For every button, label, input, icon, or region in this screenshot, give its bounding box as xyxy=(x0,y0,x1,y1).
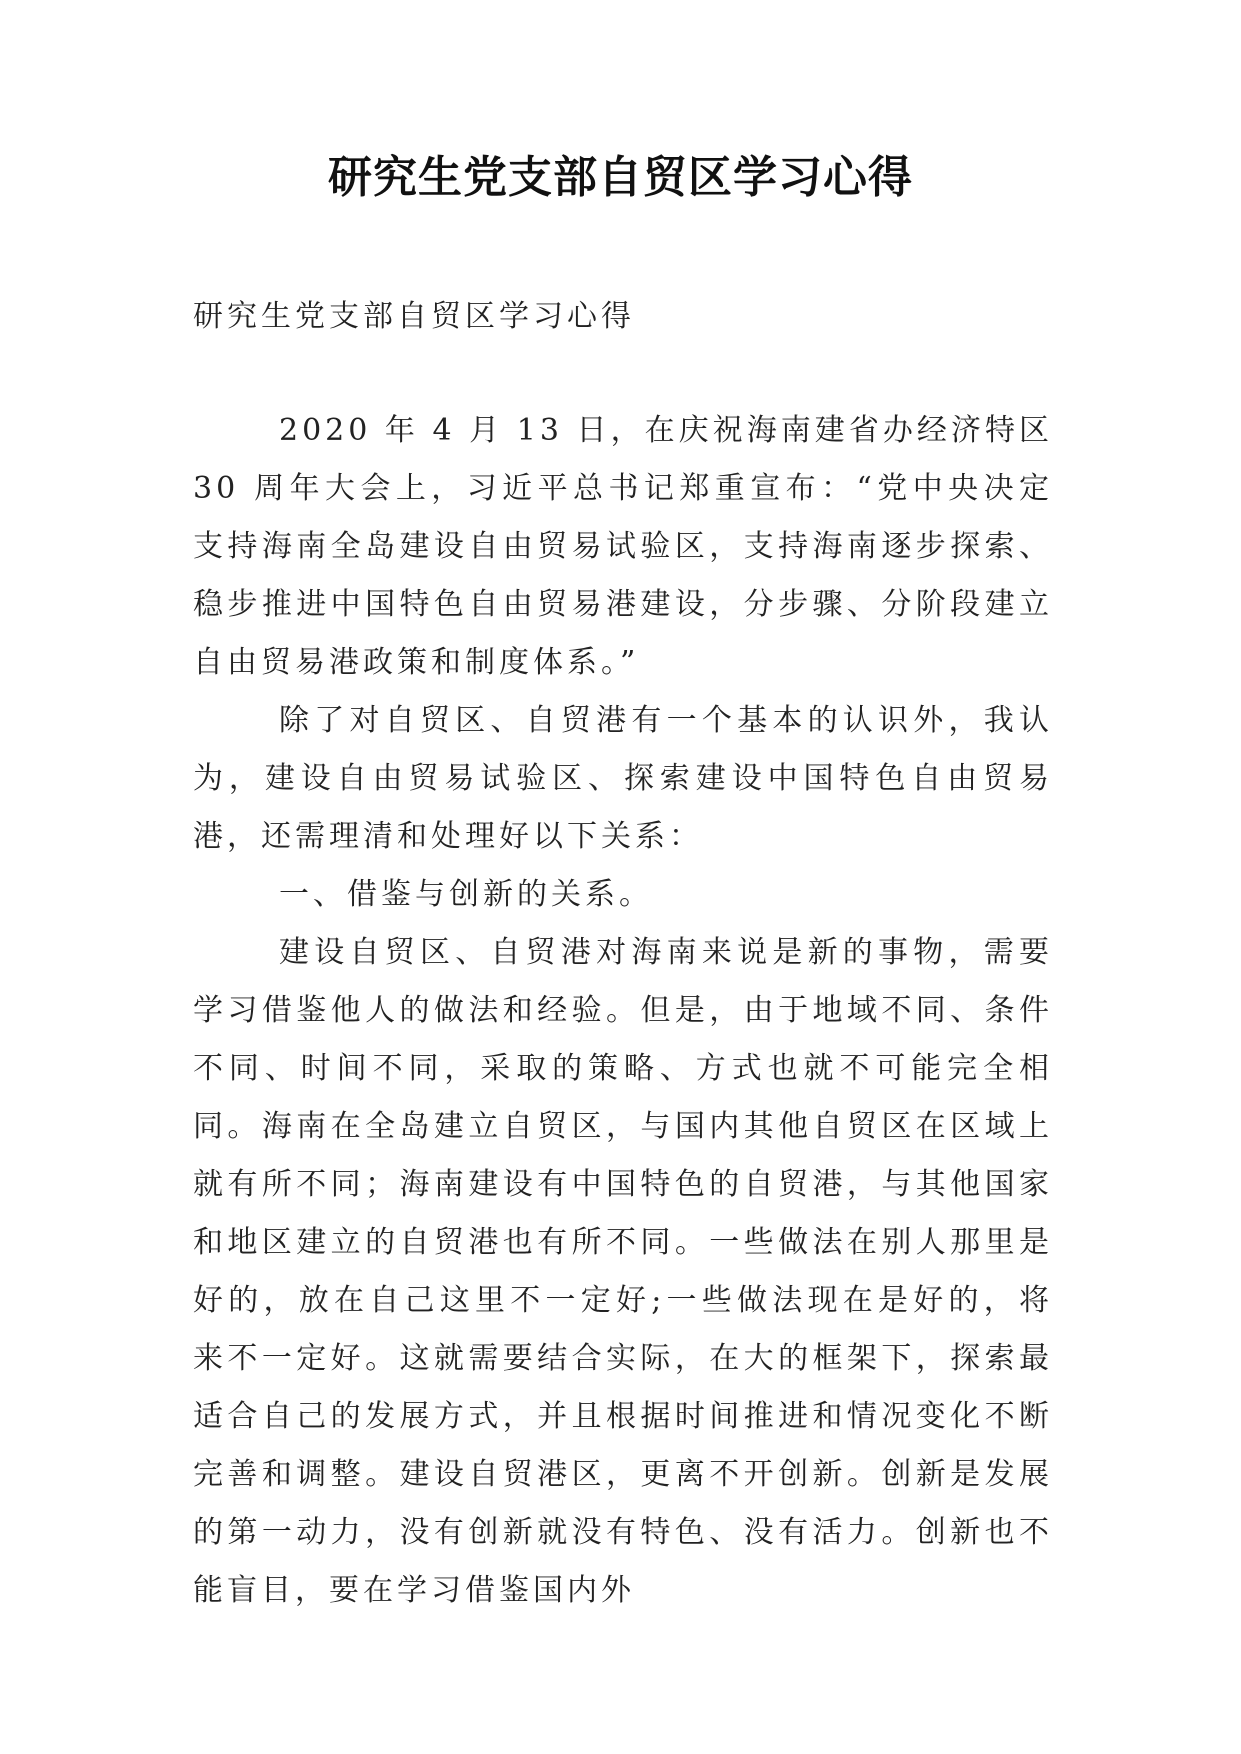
document-title: 研究生党支部自贸区学习心得 xyxy=(328,152,913,203)
paragraph-reference-innovation: 建设自贸区、自贸港对海南来说是新的事物，需要学习借鉴他人的做法和经验。但是，由于地域不同、条件不同、时间不同，采取的策略、方式也就不可能完全相同。海南在全岛建立自贸区，与国内其他自贸区在区域上就有所不同；海南建设有中国特色的自贸港，与其他国家和地区建立的自贸港也有所不同。一些做法在别人那里是好的，放在自己这里不一定好;一些做法现在是好的，将来不一定好。这就需要结合实际，在大的框架下，探索最适合自己的发展方式，并且根据时间推进和情况变化不断完善和调整。建设自贸港区，更离不开创新。创新是发展的第一动力，没有创新就没有特色、没有活力。创新也不能盲目，要在学习借鉴国内外 xyxy=(193,935,1053,1608)
paragraph-announcement: 2020 年 4 月 13 日，在庆祝海南建省办经济特区 30 周年大会上，习近平总书记郑重宣布：“党中央决定支持海南全岛建设自由贸易试验区，支持海南逐步探索、稳步推进中国特色自由贸易港建设，分步骤、分阶段建立自由贸易港政策和制度体系。” xyxy=(193,413,1053,680)
document-subtitle: 研究生党支部自贸区学习心得 xyxy=(193,299,635,334)
document-body xyxy=(193,402,1053,1620)
section-heading-1: 一、借鉴与创新的关系。 xyxy=(279,877,653,912)
paragraph-relations-intro: 除了对自贸区、自贸港有一个基本的认识外，我认为，建设自由贸易试验区、探索建设中国特色自由贸易港，还需理清和处理好以下关系： xyxy=(193,703,1053,854)
